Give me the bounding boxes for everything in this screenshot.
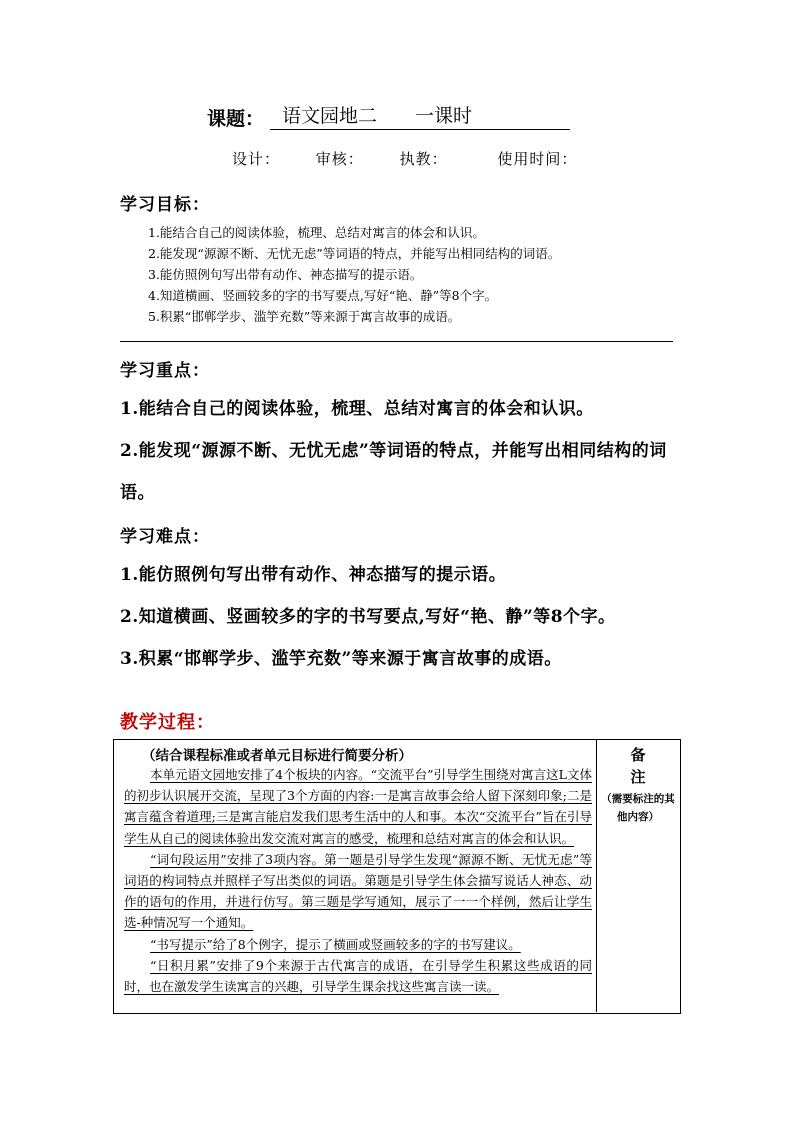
key-point: 2.能发现“源源不断、无忧无虑”等词语的特点，并能写出相同结构的词语。: [120, 441, 667, 503]
analysis-paragraph: 本单元语文园地安排了4个板块的内容。“交流平台”引导学生围绕对寓言这L文体的初步认识展开交流，呈现了3个方面的内容:一是寓言故事会给人留下深刻印象;二是寓言蕴含着道理;三是寓言能启发我们思考生活中的人和事。本次“交流平台”旨在引导学生从自己的阅读体验出发交流对寓言的感受，梳理和总结对寓言的体会和认识。: [124, 767, 592, 846]
notes-cell: [597, 740, 679, 1012]
list-item: 1.能结合自己的阅读体验，梳理、总结对寓言的体会和认识。: [148, 225, 485, 240]
difficult-point: 3.积累“邯郸学步、滥竽充数”等来源于寓言故事的成语。: [120, 649, 562, 669]
notes-title-line2: 注: [630, 768, 646, 786]
process-table: [113, 739, 681, 1014]
analysis-paragraph: “书写提示”给了8个例字，提示了横画或竖画较多的字的书写建议。: [150, 936, 521, 952]
time-label: 使用时间：: [497, 150, 578, 168]
difficult-points-heading: 学习难点：: [120, 527, 210, 547]
notes-subtitle: （需要标注的其他内容）: [601, 793, 675, 823]
list-item: 2.能发现“源源不断、无忧无虑”等词语的特点，并能写出相同结构的词语。: [148, 246, 561, 261]
title-label: 课题：: [207, 108, 265, 130]
analysis-paragraph: “词句段运用”安排了3项内容。第一题是引导学生发现“源源不断、无忧无虑”等词语的构词特点并照样子写出类似的词语。第题是引导学生体会描写说话人神态、动作的语句的作用，并进行仿写。第三题是学写通知，展示了一一个样例，然后让学生选-种情况写一个通知。: [124, 851, 592, 931]
table-header: （结合课程标准或者单元目标进行简要分析）: [142, 748, 412, 764]
analysis-text: [124, 764, 592, 997]
analysis-paragraph: “日积月累”安排了9个来源于古代寓言的成语，在引导学生积累这些成语的同时，也在激发学生读寓言的兴趣，引导学生课余找这些寓言读一读。: [124, 957, 592, 995]
difficult-point: 1.能仿照例句写出带有动作、神态描写的提示语。: [120, 565, 507, 585]
design-label: 设计：: [232, 150, 281, 168]
analysis-cell: [114, 740, 597, 1012]
meta-row: [232, 148, 607, 169]
difficult-points: [120, 554, 690, 680]
list-item: 4.知道横画、竖画较多的字的书写要点,写好“艳、静”等8个字。: [148, 288, 498, 303]
divider: [120, 341, 673, 342]
key-points-heading: 学习重点：: [120, 361, 210, 381]
goals-heading: 学习目标：: [120, 195, 210, 215]
notes-title: [597, 744, 679, 788]
key-point: 1.能结合自己的阅读体验，梳理、总结对寓言的体会和认识。: [120, 399, 594, 419]
process-heading: 教学过程：: [120, 712, 215, 733]
key-points: [120, 388, 690, 514]
difficult-point: 2.知道横画、竖画较多的字的书写要点,写好“艳、静”等8个字。: [120, 607, 616, 627]
goals-list: [148, 222, 560, 327]
notes-title-line1: 备: [630, 746, 646, 764]
list-item: 5.积累“邯郸学步、滥竽充数”等来源于寓言故事的成语。: [148, 309, 461, 324]
title-value: 语文园地二 一课时: [270, 104, 570, 130]
list-item: 3.能仿照例句写出带有动作、神态描写的提示语。: [148, 267, 423, 282]
teach-label: 执教：: [399, 150, 448, 168]
review-label: 审核：: [315, 150, 364, 168]
